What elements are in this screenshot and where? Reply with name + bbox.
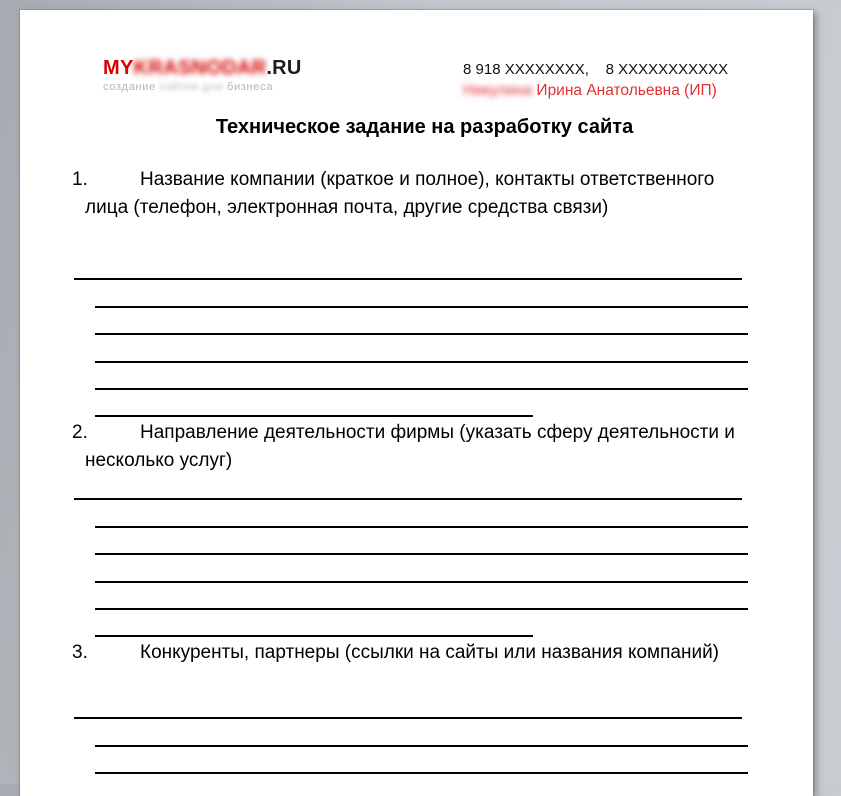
blank-line — [95, 583, 748, 610]
phone-numbers: 8 918 XXXXXXXX, 8 XXXXXXXXXXX — [463, 61, 729, 78]
item-2-text: Направление деятельности фирмы (указать сферу деятельности и несколько услуг) — [85, 422, 735, 471]
blank-line — [74, 692, 742, 719]
contact-person — [463, 80, 728, 101]
tagline-start: создание — [103, 81, 156, 93]
item-3-heading — [72, 639, 748, 667]
logo-tagline — [103, 81, 302, 93]
item-2-heading — [72, 419, 748, 475]
blank-line — [95, 610, 533, 637]
person-name: Ирина Анатольевна (ИП) — [536, 82, 717, 99]
item-3-number: 3. — [72, 642, 88, 663]
blank-line — [95, 555, 748, 582]
blank-line — [74, 473, 742, 500]
blank-line — [95, 390, 533, 417]
logo-wordmark — [103, 57, 302, 79]
blank-line — [95, 528, 748, 555]
item-2-number: 2. — [72, 422, 88, 443]
item-3-blank-lines — [74, 692, 748, 774]
item-1-number: 1. — [72, 169, 88, 190]
document-page[interactable] — [20, 10, 813, 796]
item-1-blank-lines — [74, 253, 748, 417]
item-3-text: Конкуренты, партнеры (ссылки на сайты или названия компаний) — [140, 642, 720, 663]
document-title: Техническое задание на разработку сайта — [215, 116, 634, 138]
tagline-end: бизнеса — [226, 81, 274, 93]
blank-line — [95, 500, 748, 527]
blank-line — [95, 719, 748, 746]
item-1-heading — [72, 166, 748, 222]
blank-line — [95, 308, 748, 335]
blank-line — [95, 363, 748, 390]
item-1-text: Название компании (краткое и полное), контакты ответственного лица (телефон, электронная почта, другие средства связи) — [85, 169, 715, 218]
contact-block — [463, 59, 728, 101]
tagline-blurred: сайтов для — [159, 81, 224, 93]
logo-text-ru: .RU — [266, 57, 302, 79]
logo — [103, 57, 302, 93]
blank-line — [95, 280, 748, 307]
blank-line — [95, 335, 748, 362]
blank-line — [95, 747, 748, 774]
logo-text-my: MY — [103, 57, 134, 79]
blank-line — [74, 253, 742, 280]
person-surname-blurred: Никулина — [463, 82, 533, 99]
logo-text-blurred: KRASNODAR — [133, 57, 267, 79]
item-2-blank-lines — [74, 473, 748, 637]
